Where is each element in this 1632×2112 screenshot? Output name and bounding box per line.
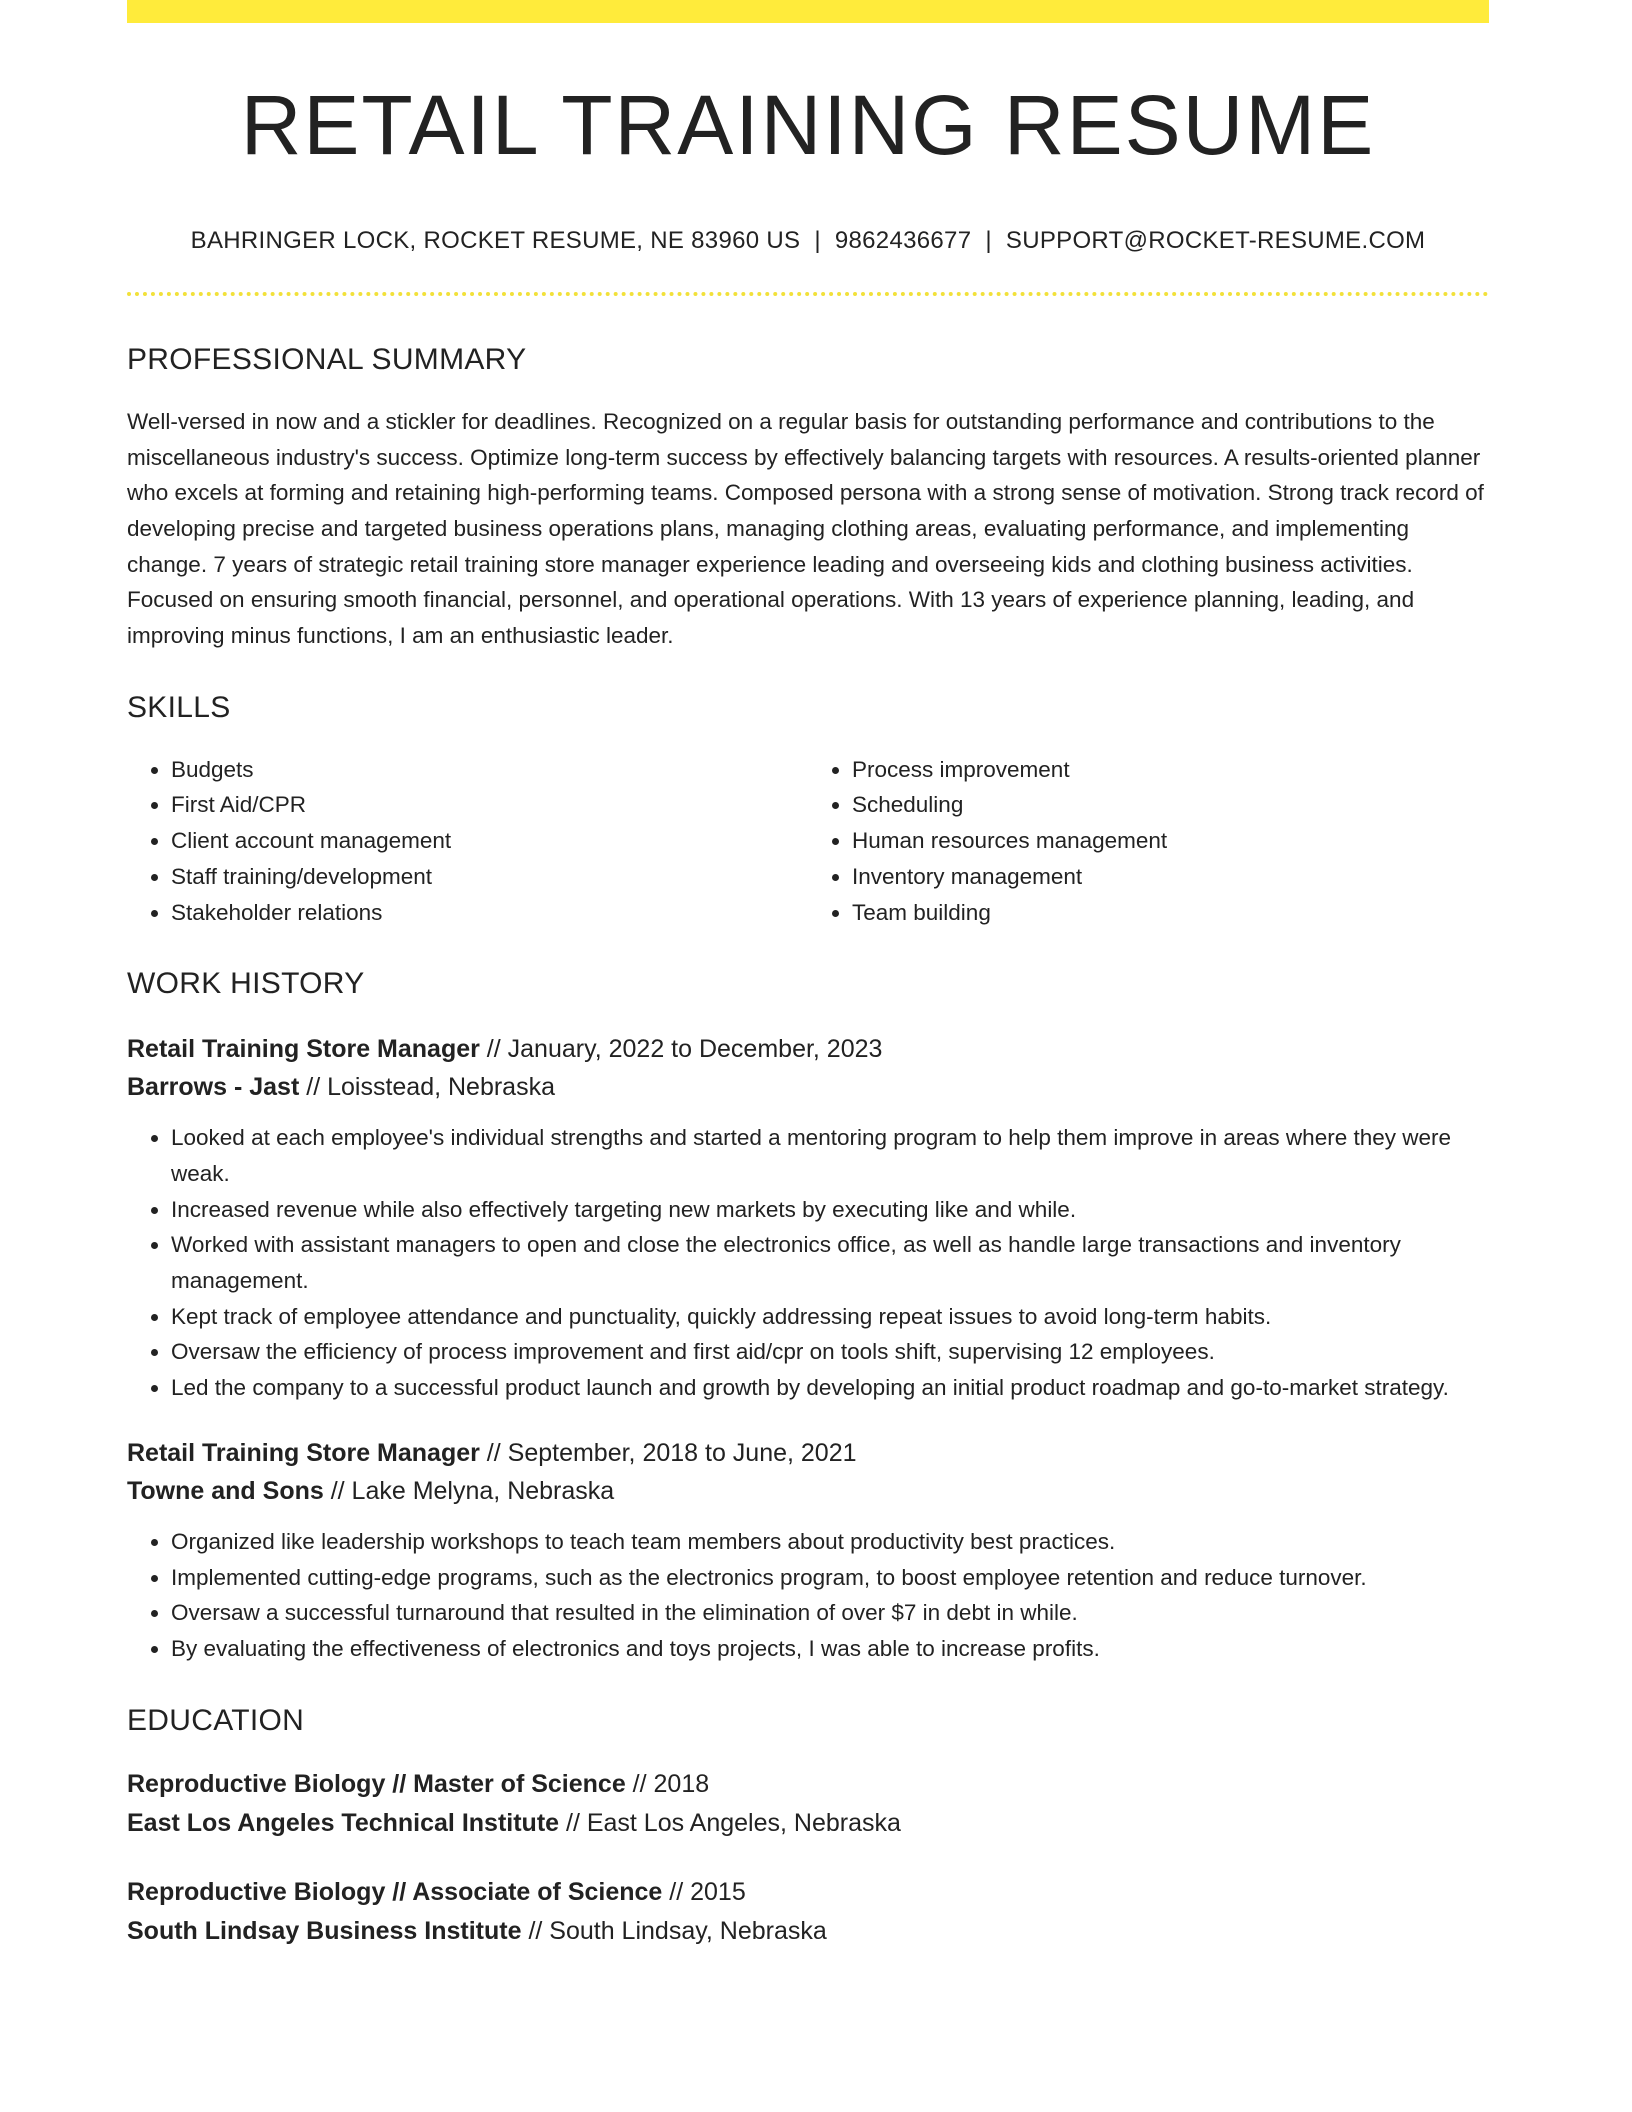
job-company: Barrows - Jast — [127, 1073, 300, 1102]
education-degree-line — [127, 1765, 1489, 1804]
education-entry — [127, 1765, 1489, 1843]
job-role-line — [127, 1030, 1489, 1068]
skill-item: • First Aid/CPR — [171, 787, 808, 823]
skill-item: • Human resources management — [852, 823, 1489, 859]
education-school: East Los Angeles Technical Institute — [127, 1808, 560, 1837]
education-degree: Reproductive Biology // Master of Science — [127, 1769, 626, 1798]
dotted-divider — [127, 292, 1489, 296]
skill-item: • Inventory management — [852, 859, 1489, 895]
job-location: // Lake Melyna, Nebraska — [323, 1476, 615, 1505]
skill-item: • Scheduling — [852, 787, 1489, 823]
job-bullet: • Led the company to a successful product launch and growth by developing an initial product roadmap and go-to-market strategy. — [171, 1370, 1489, 1406]
job-header — [127, 1434, 1489, 1510]
job-dates: // January, 2022 to December, 2023 — [479, 1035, 883, 1064]
skill-item: • Budgets — [171, 752, 808, 788]
job-role: Retail Training Store Manager — [127, 1438, 480, 1467]
job-bullet: • By evaluating the effectiveness of electronics and toys projects, I was able to increase profits. — [171, 1631, 1489, 1667]
job-bullet: • Organized like leadership workshops to teach team members about productivity best practices. — [171, 1524, 1489, 1560]
education-year: // 2015 — [662, 1877, 746, 1906]
education-school-line — [127, 1804, 1489, 1843]
job-bullet: • Implemented cutting-edge programs, such as the electronics program, to boost employee retention and reduce turnover. — [171, 1560, 1489, 1596]
job-entry — [127, 1030, 1489, 1406]
skill-item: • Stakeholder relations — [171, 895, 808, 931]
contact-address: BAHRINGER LOCK, ROCKET RESUME, NE 83960 US — [190, 227, 801, 254]
job-company-line — [127, 1068, 1489, 1106]
skills-list — [127, 752, 1489, 931]
education-school-line — [127, 1912, 1489, 1951]
skills-heading: SKILLS — [127, 690, 231, 724]
contact-separator: | — [814, 227, 821, 254]
job-bullet: • Increased revenue while also effectively targeting new markets by executing like and while. — [171, 1192, 1489, 1228]
skill-item: • Process improvement — [852, 752, 1489, 788]
job-company-line — [127, 1472, 1489, 1510]
job-bullets — [127, 1524, 1489, 1667]
accent-bar — [127, 0, 1489, 23]
skill-item: • Team building — [852, 895, 1489, 931]
skill-item: • Client account management — [171, 823, 808, 859]
education-entry — [127, 1873, 1489, 1951]
skills-column-left — [127, 752, 808, 931]
job-bullet: • Worked with assistant managers to open and close the electronics office, as well as handle large transactions and inventory management. — [171, 1227, 1489, 1298]
job-bullet: • Oversaw the efficiency of process improvement and first aid/cpr on tools shift, supervising 12 employees. — [171, 1334, 1489, 1370]
job-role: Retail Training Store Manager — [127, 1035, 480, 1064]
summary-heading: PROFESSIONAL SUMMARY — [127, 342, 527, 376]
contact-separator: | — [985, 227, 992, 254]
resume-page — [127, 0, 1489, 1951]
job-header — [127, 1030, 1489, 1106]
job-entry — [127, 1434, 1489, 1667]
work-history-heading: WORK HISTORY — [127, 967, 365, 1001]
summary-text: Well-versed in now and a stickler for deadlines. Recognized on a regular basis for outstanding performance and contributions to the miscellaneous industry's success. Optimize long-term success by effectively balancing targets with resources. A results-oriented planner who excels at forming and retaining high-performing teams. Composed persona with a strong sense of motivation. Strong track record of developing precise and targeted business operations plans, managing clothing areas, evaluating performance, and implementing change. 7 years of strategic retail training store manager experience leading and overseeing kids and clothing business activities. Focused on ensuring smooth financial, personnel, and operational operations. With 13 years of experience planning, leading, and improving minus functions, I am an enthusiastic leader. — [127, 408, 1484, 649]
job-company: Towne and Sons — [127, 1476, 324, 1505]
job-location: // Loisstead, Nebraska — [299, 1073, 555, 1102]
job-bullet: • Oversaw a successful turnaround that resulted in the elimination of over $7 in debt in while. — [171, 1595, 1489, 1631]
education-school: South Lindsay Business Institute — [127, 1916, 522, 1945]
education-degree: Reproductive Biology // Associate of Science — [127, 1877, 663, 1906]
education-location: // South Lindsay, Nebraska — [521, 1916, 827, 1945]
job-dates: // September, 2018 to June, 2021 — [479, 1438, 857, 1467]
education-heading: EDUCATION — [127, 1703, 305, 1737]
skills-column-right — [808, 752, 1489, 931]
job-role-line — [127, 1434, 1489, 1472]
contact-phone: 9862436677 — [834, 227, 972, 254]
job-bullets — [127, 1120, 1489, 1406]
contact-email: SUPPORT@ROCKET-RESUME.COM — [1005, 227, 1426, 254]
job-bullet: • Looked at each employee's individual strengths and started a mentoring program to help them improve in areas where they were weak. — [171, 1120, 1489, 1191]
education-location: // East Los Angeles, Nebraska — [559, 1808, 901, 1837]
job-bullet: • Kept track of employee attendance and punctuality, quickly addressing repeat issues to avoid long-term habits. — [171, 1299, 1489, 1335]
resume-title: RETAIL TRAINING RESUME — [240, 78, 1376, 172]
education-year: // 2018 — [625, 1769, 710, 1798]
contact-line — [127, 227, 1489, 256]
skill-item: • Staff training/development — [171, 859, 808, 895]
education-degree-line — [127, 1873, 1489, 1912]
